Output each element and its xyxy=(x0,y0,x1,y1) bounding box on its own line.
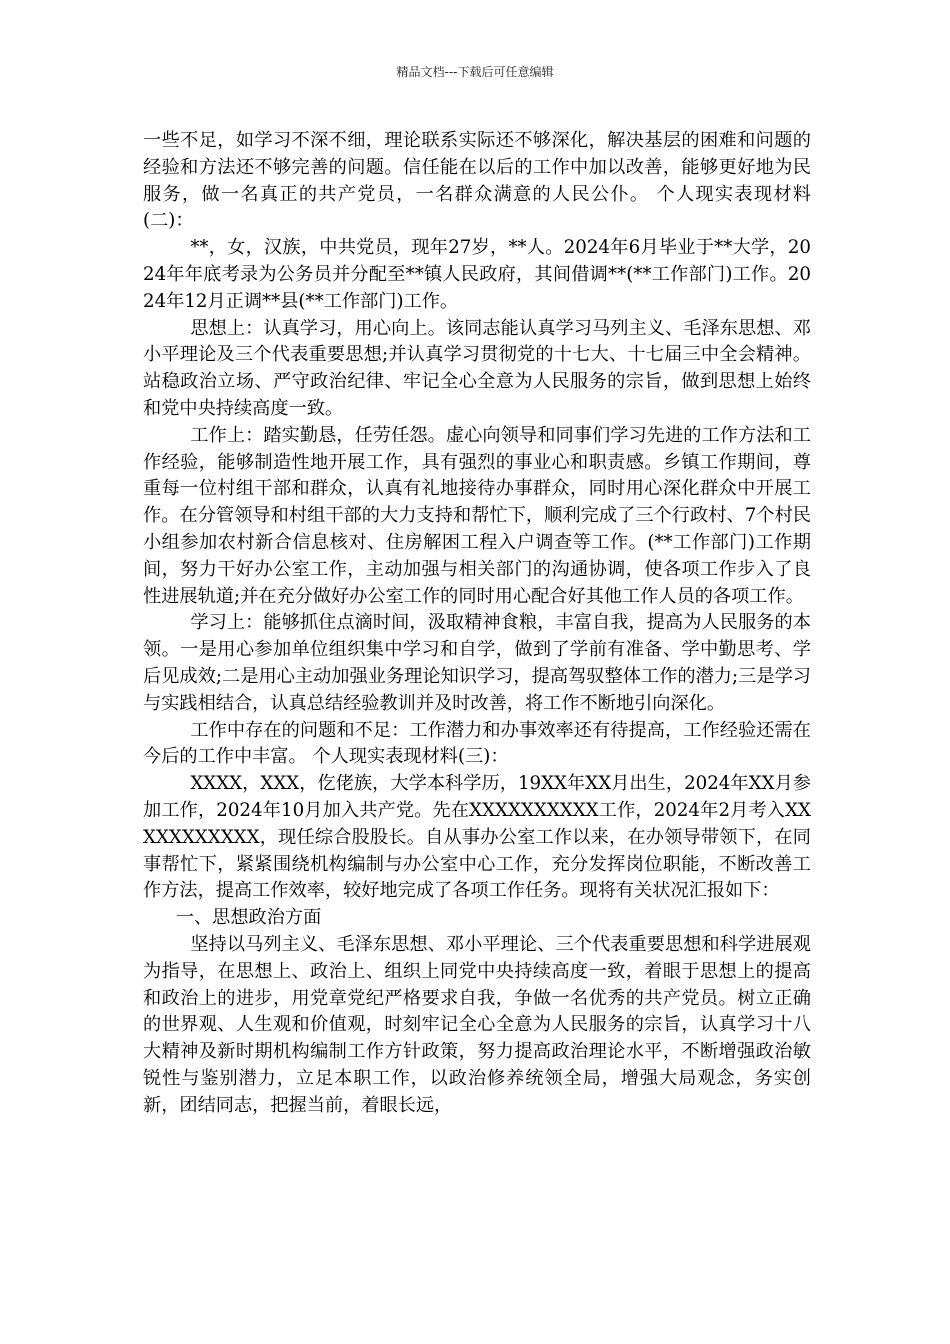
paragraph-3: 思想上：认真学习，用心向上。该同志能认真学习马列主义、毛泽东思想、邓小平理论及三个代表重要思想;并认真学习贯彻党的十七大、十七届三中全会精神。站稳政治立场、严守政治纪律、牢记全心全意为人民服务的宗旨，做到思想上始终和党中央持续高度一致。 xyxy=(143,317,811,419)
document-body xyxy=(143,128,811,1119)
paragraph-9: 坚持以马列主义、毛泽东思想、邓小平理论、三个代表重要思想和科学进展观为指导，在思想上、政治上、组织上同党中央持续高度一致，着眼于思想上的提高和政治上的进步，用党章党纪严格要求自我，争做一名优秀的共产党员。树立正确的世界观、人生观和价值观，时刻牢记全心全意为人民服务的宗旨，认真学习十八大精神及新时期机构编制工作方针政策，努力提高政治理论水平，不断增强政治敏锐性与鉴别潜力，立足本职工作，以政治修养统领全局，增强大局观念，务实创新，团结同志，把握当前，着眼长远， xyxy=(143,933,811,1116)
paragraph-6: 工作中存在的问题和不足：工作潜力和办事效率还有待提高，工作经验还需在今后的工作中丰富。 个人现实表现材料(三)： xyxy=(143,719,811,768)
paragraph-1: 一些不足，如学习不深不细，理论联系实际还不够深化，解决基层的困难和问题的经验和方法还不够完善的问题。信任能在以后的工作中加以改善，能够更好地为民服务，做一名真正的共产党员，一名群众满意的人民公仆。 个人现实表现材料(二)： xyxy=(143,130,811,232)
page-header: 精品文档---下载后可任意编辑 xyxy=(396,65,554,79)
paragraph-5: 学习上：能够抓住点滴时间，汲取精神食粮，丰富自我，提高为人民服务的本领。一是用心参加单位组织集中学习和自学，做到了学前有准备、学中勤思考、学后见成效;二是用心主动加强业务理论知识学习，提高驾驭整体工作的潜力;三是学习与实践相结合，认真总结经验教训并及时改善，将工作不断地引向深化。 xyxy=(143,612,811,714)
paragraph-7: XXXX，XXX，仡佬族，大学本科学历，19XX年XX月出生，2024年XX月参加工作，2024年10月加入共产党。先在XXXXXXXXXX工作，2024年2月考入XXXXXXXXXXX，现任综合股股长。自从事办公室工作以来，在办领导带领下，在同事帮忙下，紧紧围绕机构编制与办公室中心工作，充分发挥岗位职能，不断改善工作方法，提高工作效率，较好地完成了各项工作任务。现将有关状况汇报如下： xyxy=(143,773,811,902)
paragraph-4: 工作上：踏实勤恳，任劳任怨。虚心向领导和同事们学习先进的工作方法和工作经验，能够制造性地开展工作，具有强烈的事业心和职责感。乡镇工作期间，尊重每一位村组干部和群众，认真有礼地接待办事群众，同时用心深化群众中开展工作。在分管领导和村组干部的大力支持和帮忙下，顺利完成了三个行政村、7个村民小组参加农村新合信息核对、住房解困工程入户调查等工作。(**工作部门)工作期间，努力干好办公室工作，主动加强与相关部门的沟通协调，使各项工作步入了良性进展轨道;并在充分做好办公室工作的同时用心配合好其他工作人员的各项工作。 xyxy=(143,424,811,607)
paragraph-2: **，女，汉族，中共党员，现年27岁，**人。2024年6月毕业于**大学，2024年年底考录为公务员并分配至**镇人民政府，其间借调**(**工作部门)工作。2024年12月正调**县(**工作部门)工作。 xyxy=(143,237,811,312)
section-heading: 一、思想政治方面 xyxy=(175,907,322,929)
